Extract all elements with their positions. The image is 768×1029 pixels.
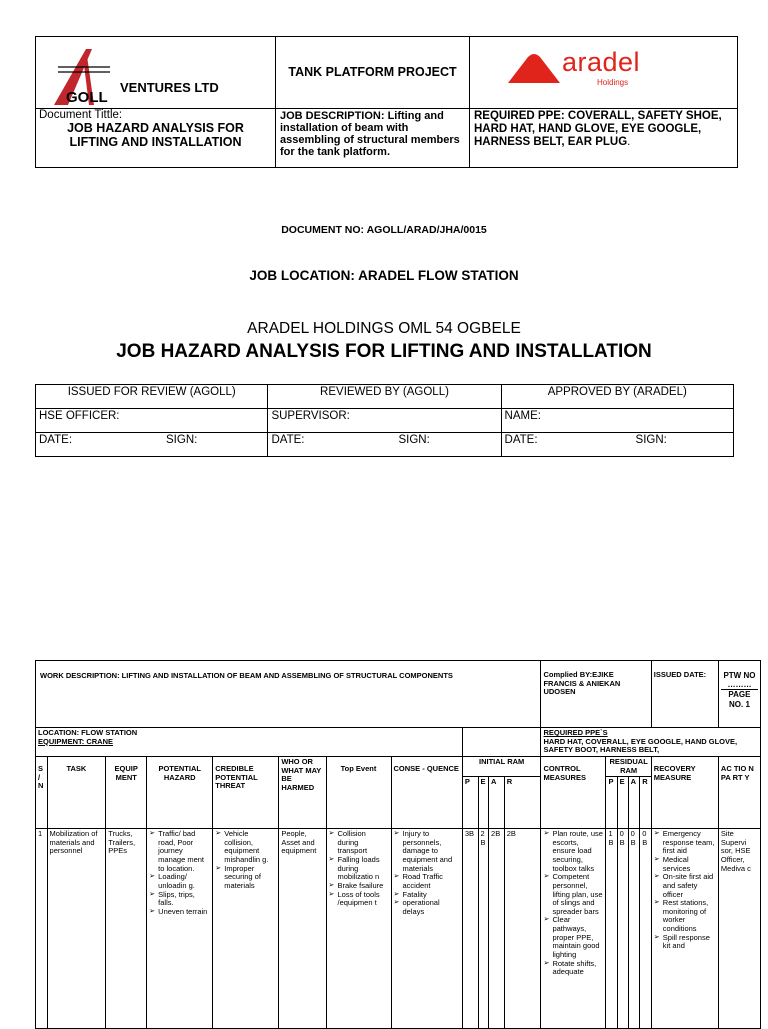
project-title: TANK PLATFORM PROJECT	[288, 65, 457, 79]
col-initial-p: P	[462, 777, 478, 829]
list-item: ➢ Loading/ unloadin g.	[149, 873, 210, 890]
date-label: DATE:	[271, 434, 305, 446]
col-residual-ram: RESIDUAL RAM	[606, 756, 651, 776]
page-number: PAGE NO. 1	[721, 689, 758, 708]
signoff-date-sign-2	[268, 433, 501, 457]
aradel-logo-text: aradel	[562, 47, 641, 77]
ptw-dots: ………	[727, 680, 752, 690]
document-title-label: Document Tittle:	[39, 109, 123, 121]
list-item: ➢ Clear pathways, proper PPE, maintain good lighting	[543, 916, 603, 959]
company-logo-cell	[36, 37, 276, 109]
hazard-list	[149, 830, 210, 916]
consequence-list	[394, 830, 460, 916]
document-number: DOCUMENT NO: AGOLL/ARAD/JHA/0015	[281, 224, 487, 236]
equipment-text: EQUIPMENT: CRANE	[38, 736, 114, 746]
sign-label: SIGN:	[635, 434, 667, 446]
list-item: ➢ Injury to personnels, damage to equipment and materials	[394, 830, 460, 873]
list-item: ➢ Emergency response team, first aid	[654, 830, 716, 856]
row-initial-p: 3B	[462, 829, 478, 1029]
required-ppe-end: .	[627, 136, 631, 148]
row-recovery	[651, 829, 718, 1029]
list-item: ➢ Slips, trips, falls.	[149, 891, 210, 908]
signoff-header-issued: ISSUED FOR REVIEW (AGOLL)	[36, 385, 268, 409]
document-title-cell	[36, 109, 276, 167]
signoff-header-reviewed: REVIEWED BY (AGOLL)	[268, 385, 501, 409]
required-ppe-list	[541, 728, 761, 757]
col-residual-a: A	[628, 777, 640, 829]
aradel-logo-icon	[506, 53, 562, 85]
document-header	[35, 36, 738, 168]
col-action-party: AC TIO N PA RT Y	[718, 756, 760, 828]
col-residual-e: E	[617, 777, 628, 829]
company-name: VENTURES LTD	[120, 80, 219, 95]
list-item: ➢ Rest stations, monitoring of worker conditions	[654, 899, 716, 934]
sign-label: SIGN:	[166, 434, 198, 446]
jha-table	[35, 660, 761, 1029]
row-equipment: Trucks, Trailers, PPEs	[106, 829, 147, 1029]
aradel-logo-cell	[470, 37, 737, 109]
required-ppe-label: REQUIRED PPE`S	[543, 728, 608, 737]
col-equipment: EQUIP MENT	[106, 756, 147, 828]
row-top-event	[326, 829, 391, 1029]
col-control-measures: CONTROL MEASURES	[541, 756, 606, 828]
logo-text: GOLL	[66, 89, 108, 106]
row-initial-r: 2B	[504, 829, 541, 1029]
required-ppe-text: REQUIRED PPE: COVERALL, SAFETY SHOE, HARD HAT, HAND GLOVE, EYE GOOGLE, HARNESS BELT, EAR PLUG	[474, 110, 722, 148]
list-item: ➢ operational delays	[394, 899, 460, 916]
col-initial-r: R	[504, 777, 541, 829]
col-consequence: CONSE - QUENCE	[391, 756, 462, 828]
list-item: ➢ Traffic/ bad road, Poor journey manage ment to location.	[149, 830, 210, 873]
list-item: ➢ Spill response kit and	[654, 934, 716, 951]
job-description-label: JOB DESCRIPTION	[280, 110, 381, 122]
list-item: ➢ Road Traffic accident	[394, 873, 460, 890]
col-potential-hazard: POTENTIAL HAZARD	[147, 756, 213, 828]
row-control	[541, 829, 606, 1029]
blank-cell	[462, 728, 541, 757]
list-item: ➢ Collision during transport	[329, 830, 389, 856]
col-top-event: Top Event	[326, 756, 391, 828]
job-description	[276, 109, 470, 167]
aradel-logo-sub: Holdings	[597, 78, 629, 87]
signoff-date-sign-3	[501, 433, 733, 457]
list-item: ➢ Brake fsailure	[329, 882, 389, 891]
col-sn: S / N	[36, 756, 48, 828]
document-title: JOB HAZARD ANALYSIS FOR LIFTING AND INSTALLATION	[67, 121, 244, 149]
signoff-hse-officer: HSE OFFICER:	[36, 409, 268, 433]
col-initial-a: A	[489, 777, 505, 829]
recovery-list	[654, 830, 716, 951]
row-initial-e: 2 B	[478, 829, 489, 1029]
date-label: DATE:	[504, 434, 538, 446]
job-description-text: : Lifting and installation of beam with assembling of structural members for the tank platform.	[280, 110, 460, 158]
ptw-page-cell	[718, 661, 760, 728]
list-item: ➢ Fatality	[394, 891, 460, 900]
signoff-supervisor: SUPERVISOR:	[268, 409, 501, 433]
list-item: ➢ Rotate shifts, adequate	[543, 960, 603, 977]
location-equipment	[36, 728, 463, 757]
project-name	[276, 37, 470, 109]
signoff-date-sign-1	[36, 433, 268, 457]
signoff-table	[35, 384, 734, 457]
threat-list	[215, 830, 276, 890]
row-residual-e: 0 B	[617, 829, 628, 1029]
list-item: ➢ Plan route, use escorts, ensure load securing, toolbox talks	[543, 830, 603, 873]
row-residual-p: 1 B	[606, 829, 617, 1029]
list-item: ➢ Vehicle collision, equipment mishandlin g.	[215, 830, 276, 865]
sign-label: SIGN:	[398, 434, 430, 446]
col-who-harmed: WHO OR WHAT MAY BE HARMED	[279, 756, 326, 828]
col-residual-r: R	[640, 777, 652, 829]
row-residual-r: 0 B	[640, 829, 652, 1029]
list-item: ➢ Uneven terrain	[149, 908, 210, 917]
col-task: TASK	[47, 756, 106, 828]
row-task: Mobilization of materials and personnel	[47, 829, 106, 1029]
work-description-text: WORK DESCRIPTION: LIFTING AND INSTALLATION OF BEAM AND ASSEMBLING OF STRUCTURAL COMPONENTS	[40, 671, 453, 680]
row-sn: 1	[36, 829, 48, 1029]
col-credible-threat: CREDIBLE POTENTIAL THREAT	[213, 756, 279, 828]
list-item: ➢ Falling loads during mobilizatio n	[329, 856, 389, 882]
work-description	[36, 661, 541, 728]
col-residual-p: P	[606, 777, 617, 829]
location-text: LOCATION: FLOW STATION	[38, 728, 138, 737]
row-hazard	[147, 829, 213, 1029]
table-row	[36, 829, 761, 1029]
signoff-name: NAME:	[501, 409, 733, 433]
list-item: ➢ Competent personnel, lifting plan, use of slings and spreader bars	[543, 873, 603, 916]
row-consequence	[391, 829, 462, 1029]
top-event-list	[329, 830, 389, 908]
required-ppe	[470, 109, 737, 167]
col-recovery-measure: RECOVERY MEASURE	[651, 756, 718, 828]
signoff-header-approved: APPROVED BY (ARADEL)	[501, 385, 733, 409]
row-initial-a: 2B	[489, 829, 505, 1029]
required-ppe-items: HARD HAT, COVERALL, EYE GOOGLE, HAND GLOVE, SAFETY BOOT, HARNESS BELT,	[543, 736, 738, 755]
date-label: DATE:	[39, 434, 73, 446]
complied-by: Complied BY:EJIKE FRANCIS & ANIEKAN UDOSEN	[541, 661, 651, 728]
row-residual-a: 0 B	[628, 829, 640, 1029]
list-item: ➢ Medical services	[654, 856, 716, 873]
list-item: ➢ Loss of tools /equipmen t	[329, 891, 389, 908]
page-subtitle: ARADEL HOLDINGS OML 54 OGBELE	[247, 320, 521, 337]
control-list	[543, 830, 603, 977]
list-item: ➢ On-site first aid and safety officer	[654, 873, 716, 899]
row-who: People, Asset and equipment	[279, 829, 326, 1029]
ptw-number: PTW NO	[723, 671, 756, 680]
issued-date: ISSUED DATE:	[651, 661, 718, 728]
job-location: JOB LOCATION: ARADEL FLOW STATION	[249, 268, 519, 283]
row-action-party: Site Supervi sor, HSE Officer, Mediva c	[718, 829, 760, 1029]
page-title: JOB HAZARD ANALYSIS FOR LIFTING AND INSTALLATION	[116, 341, 652, 362]
col-initial-ram: INITIAL RAM	[462, 756, 541, 776]
col-initial-e: E	[478, 777, 489, 829]
row-threat	[213, 829, 279, 1029]
list-item: ➢ Improper securing of materials	[215, 865, 276, 891]
